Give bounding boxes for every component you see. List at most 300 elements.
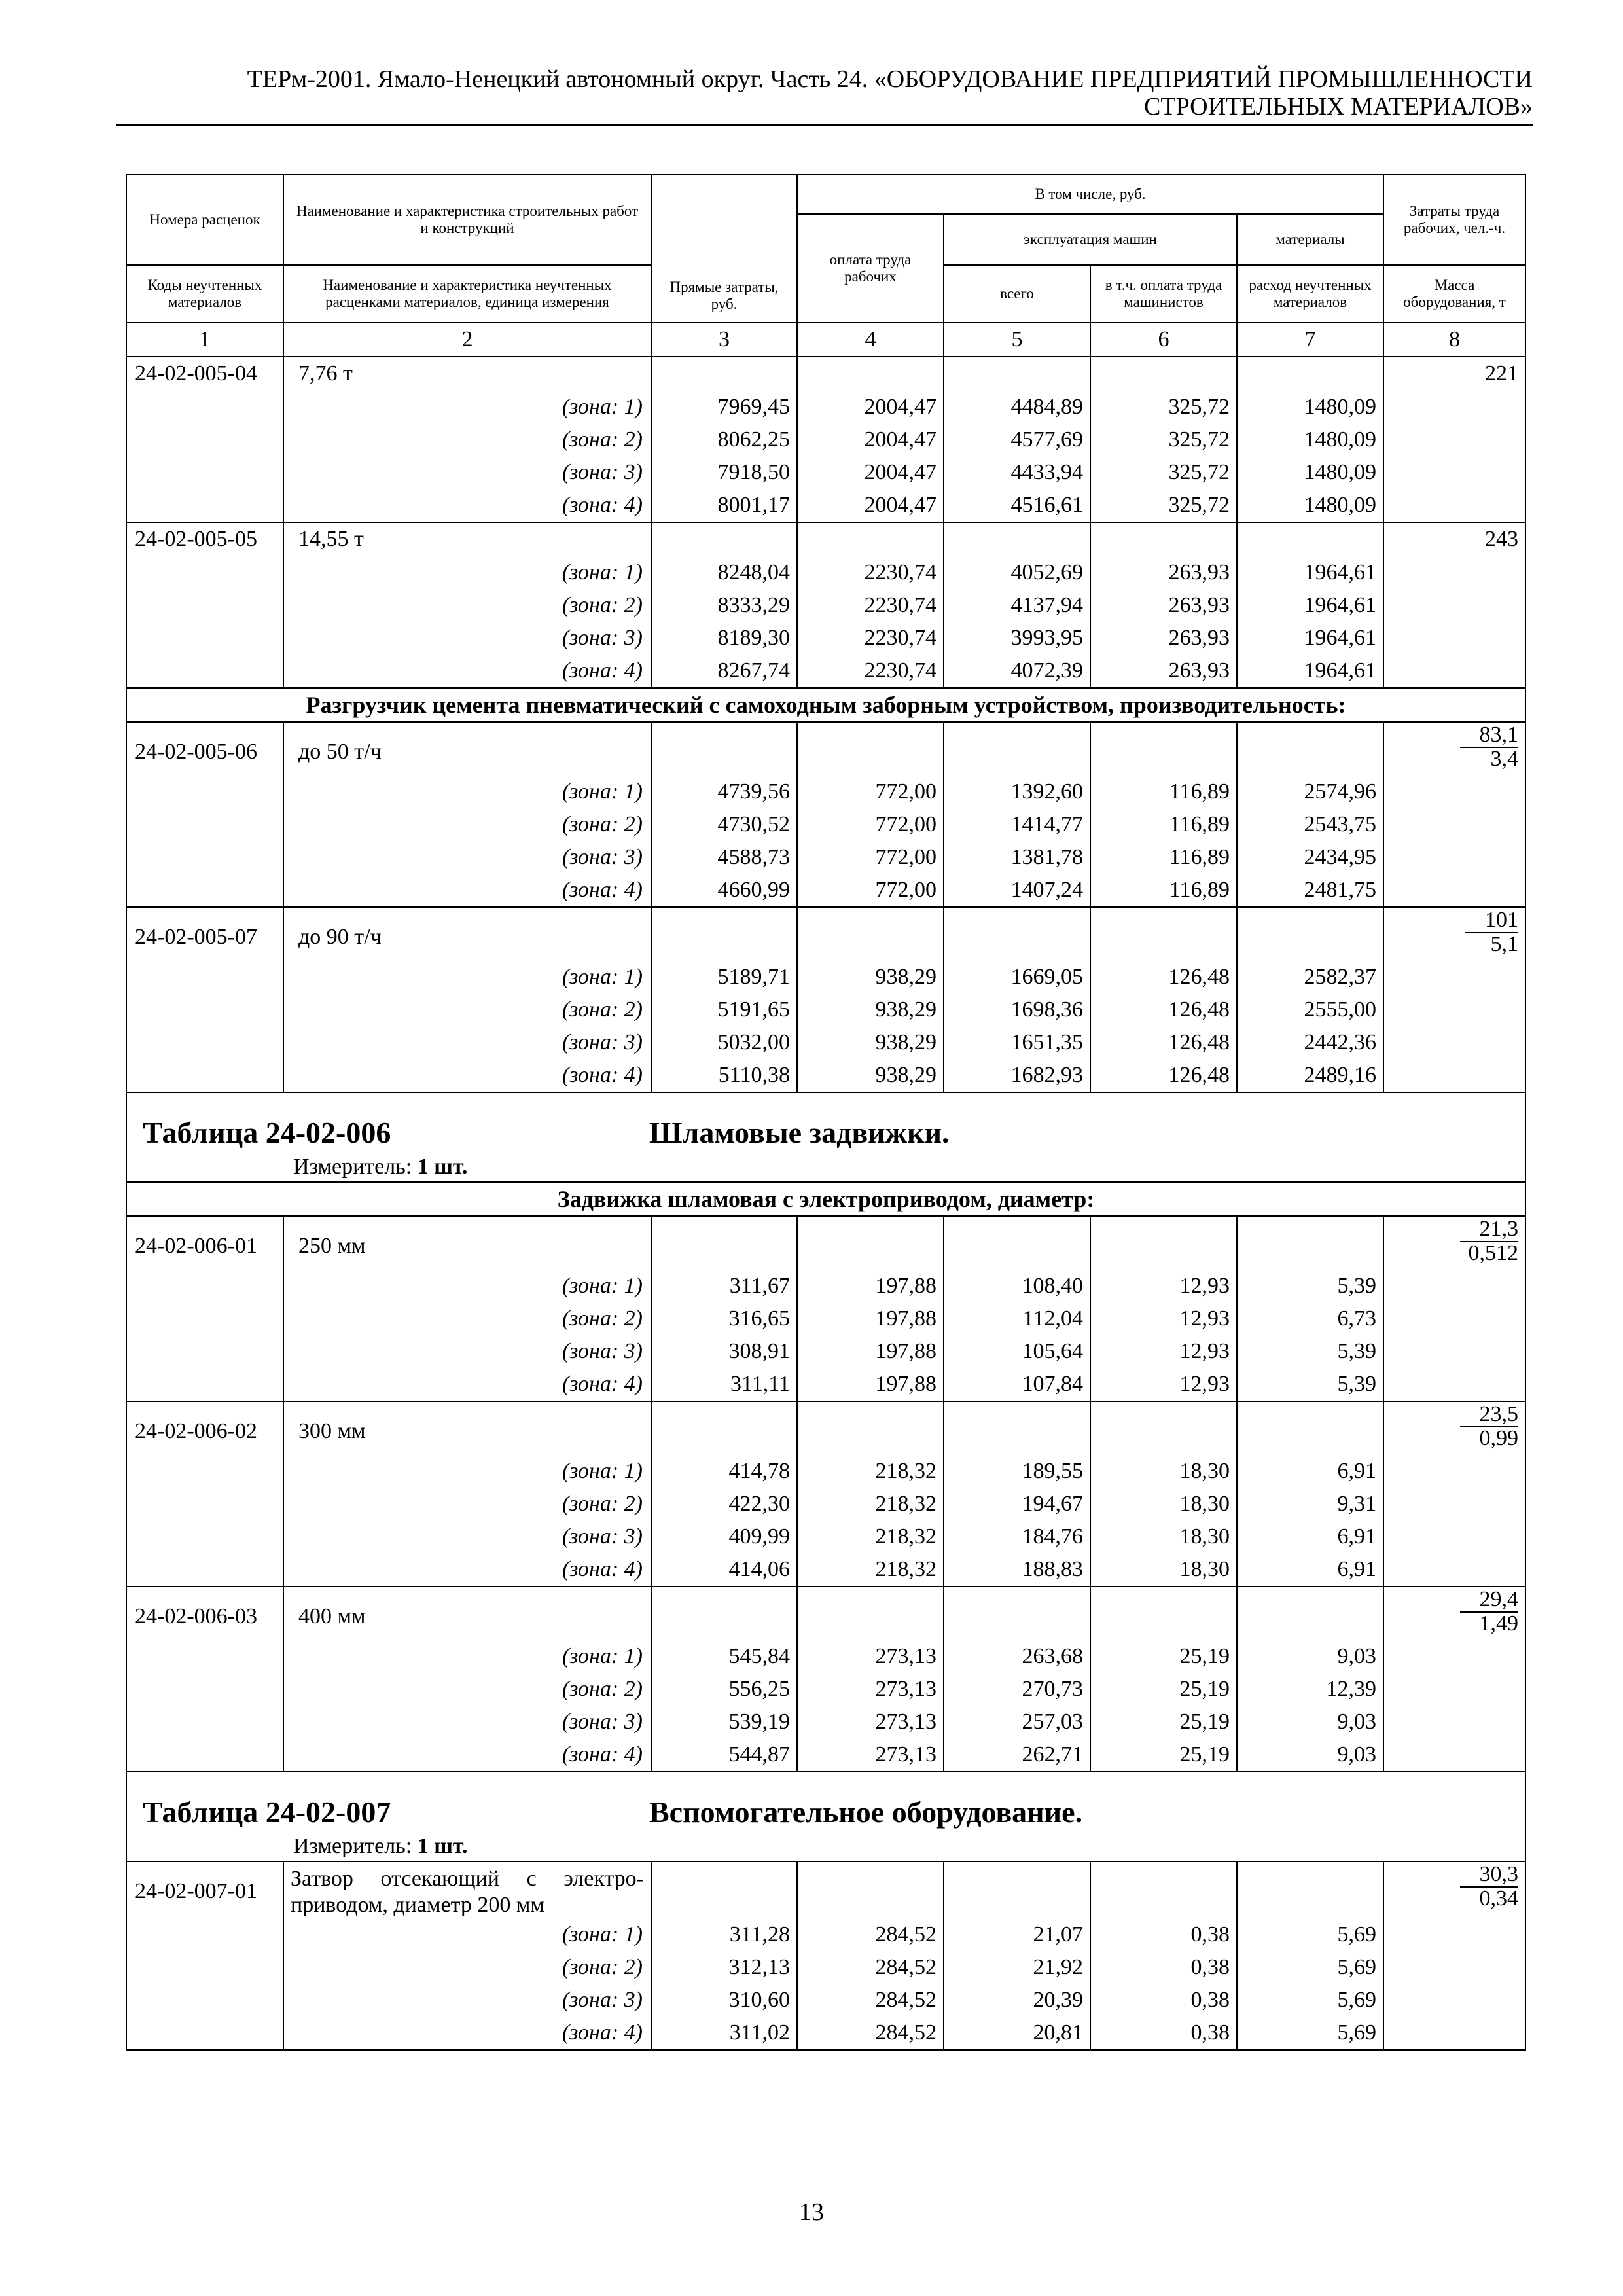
col8-top-header: Затраты труда рабочих, чел.-ч. <box>1383 175 1525 265</box>
zone-value: 2434,95 <box>1237 841 1383 874</box>
zone-value: 21,07 <box>944 1918 1090 1951</box>
col-number: 3 <box>651 323 797 357</box>
zone-value: 4052,69 <box>944 556 1090 589</box>
zone-row <box>126 1640 1525 1673</box>
empty-cell <box>1383 1335 1525 1368</box>
zone-value: 8001,17 <box>651 489 797 522</box>
empty-cell <box>126 1270 283 1302</box>
empty-cell <box>1237 907 1383 961</box>
zone-label: (зона: 1) <box>283 1918 651 1951</box>
zone-value: 2442,36 <box>1237 1026 1383 1059</box>
empty-cell <box>1383 1706 1525 1738</box>
zone-row <box>126 1553 1525 1587</box>
empty-cell <box>126 1059 283 1092</box>
zone-label: (зона: 2) <box>283 1673 651 1706</box>
empty-cell <box>126 556 283 589</box>
empty-cell <box>1237 1587 1383 1640</box>
rate-code: 24-02-006-02 <box>126 1401 283 1455</box>
rate-code: 24-02-007-01 <box>126 1861 283 1918</box>
zone-value: 1407,24 <box>944 874 1090 907</box>
empty-cell <box>126 1368 283 1401</box>
col8-bottom-header: Масса оборудования, т <box>1383 265 1525 323</box>
empty-cell <box>1383 1951 1525 1984</box>
zone-label: (зона: 1) <box>283 391 651 423</box>
col-number: 6 <box>1090 323 1237 357</box>
labor-mass-fraction <box>1460 1588 1519 1635</box>
zone-value: 108,40 <box>944 1270 1090 1302</box>
zone-value: 18,30 <box>1090 1520 1237 1553</box>
empty-cell <box>1090 522 1237 556</box>
zone-value: 772,00 <box>797 776 944 808</box>
empty-cell <box>126 1738 283 1772</box>
empty-cell <box>944 1216 1090 1270</box>
labor-value: 29,4 <box>1460 1588 1519 1613</box>
labor-cell: 243 <box>1383 522 1525 556</box>
zone-value: 772,00 <box>797 874 944 907</box>
empty-cell <box>1237 357 1383 391</box>
zone-value: 1651,35 <box>944 1026 1090 1059</box>
zone-row <box>126 1706 1525 1738</box>
zone-value: 311,02 <box>651 2017 797 2050</box>
rate-title-row <box>126 1587 1525 1640</box>
zone-row <box>126 2017 1525 2050</box>
empty-cell <box>1237 722 1383 776</box>
empty-cell <box>1383 1368 1525 1401</box>
empty-cell <box>797 1587 944 1640</box>
empty-cell <box>1383 841 1525 874</box>
empty-cell <box>126 655 283 688</box>
labor-cell: 221 <box>1383 357 1525 391</box>
zone-value: 263,93 <box>1090 655 1237 688</box>
empty-cell <box>126 456 283 489</box>
zone-label: (зона: 1) <box>283 556 651 589</box>
empty-cell <box>651 1401 797 1455</box>
empty-cell <box>126 622 283 655</box>
zone-value: 284,52 <box>797 1951 944 1984</box>
zone-row <box>126 489 1525 522</box>
zone-value: 126,48 <box>1090 994 1237 1026</box>
zone-value: 2004,47 <box>797 489 944 522</box>
empty-cell <box>1383 622 1525 655</box>
zone-row <box>126 1368 1525 1401</box>
empty-cell <box>1383 1520 1525 1553</box>
page-number: 13 <box>799 2198 824 2226</box>
col3-header: Прямые затраты, руб. <box>651 175 797 323</box>
zone-value: 25,19 <box>1090 1673 1237 1706</box>
rate-title-row <box>126 722 1525 776</box>
empty-cell <box>651 522 797 556</box>
zone-value: 938,29 <box>797 1059 944 1092</box>
col-number: 2 <box>283 323 651 357</box>
zone-row <box>126 1488 1525 1520</box>
zone-value: 311,28 <box>651 1918 797 1951</box>
empty-cell <box>126 2017 283 2050</box>
zone-value: 325,72 <box>1090 456 1237 489</box>
table-heading-row <box>126 1772 1525 1861</box>
col-number: 4 <box>797 323 944 357</box>
zone-value: 8333,29 <box>651 589 797 622</box>
col4-header: оплата труда рабочих <box>797 214 944 323</box>
zone-value: 9,03 <box>1237 1738 1383 1772</box>
empty-cell <box>126 589 283 622</box>
mass-value: 3,4 <box>1490 747 1519 771</box>
zone-value: 12,39 <box>1237 1673 1383 1706</box>
zone-value: 316,65 <box>651 1302 797 1335</box>
zone-value: 5110,38 <box>651 1059 797 1092</box>
empty-cell <box>797 522 944 556</box>
zone-label: (зона: 2) <box>283 1951 651 1984</box>
zone-label: (зона: 3) <box>283 1706 651 1738</box>
header-line-1: ТЕРм-2001. Ямало-Ненецкий автономный округ. Часть 24. «ОБОРУДОВАНИЕ ПРЕДПРИЯТИЙ ПРОМЫШЛЕННОСТИ <box>247 65 1533 93</box>
zone-row <box>126 1270 1525 1302</box>
zone-value: 2574,96 <box>1237 776 1383 808</box>
empty-cell <box>1383 776 1525 808</box>
zone-value: 188,83 <box>944 1553 1090 1587</box>
rate-name: Затвор отсекающий с электро-приводом, диаметр 200 мм <box>283 1861 651 1918</box>
rate-name: 300 мм <box>283 1401 651 1455</box>
zone-value: 539,19 <box>651 1706 797 1738</box>
rate-code: 24-02-005-04 <box>126 357 283 391</box>
zone-value: 284,52 <box>797 1984 944 2017</box>
rate-name: до 50 т/ч <box>283 722 651 776</box>
zone-value: 20,81 <box>944 2017 1090 2050</box>
zone-value: 2543,75 <box>1237 808 1383 841</box>
zone-value: 20,39 <box>944 1984 1090 2017</box>
rate-code: 24-02-005-06 <box>126 722 283 776</box>
table-measure <box>143 1832 1525 1861</box>
section-heading-row <box>126 1182 1525 1216</box>
measure-label: Измеритель: <box>293 1834 412 1858</box>
zone-value: 126,48 <box>1090 1026 1237 1059</box>
zone-row <box>126 1455 1525 1488</box>
zone-value: 8267,74 <box>651 655 797 688</box>
zone-value: 8189,30 <box>651 622 797 655</box>
empty-cell <box>1383 1673 1525 1706</box>
zone-row <box>126 423 1525 456</box>
zone-row <box>126 1059 1525 1092</box>
zone-row <box>126 994 1525 1026</box>
zone-value: 4072,39 <box>944 655 1090 688</box>
rate-code: 24-02-006-01 <box>126 1216 283 1270</box>
zone-value: 12,93 <box>1090 1302 1237 1335</box>
empty-cell <box>1383 808 1525 841</box>
table-title: Таблица 24-02-007 <box>143 1795 391 1829</box>
empty-cell <box>1383 655 1525 688</box>
measure-label: Измеритель: <box>293 1155 412 1179</box>
empty-cell <box>126 1520 283 1553</box>
empty-cell <box>1090 1216 1237 1270</box>
labor-value: 83,1 <box>1460 724 1519 748</box>
zone-label: (зона: 4) <box>283 874 651 907</box>
zone-value: 126,48 <box>1090 1059 1237 1092</box>
empty-cell <box>944 722 1090 776</box>
col-number: 7 <box>1237 323 1383 357</box>
zone-value: 5191,65 <box>651 994 797 1026</box>
rate-title-row <box>126 522 1525 556</box>
zone-value: 6,91 <box>1237 1553 1383 1587</box>
zone-value: 270,73 <box>944 1673 1090 1706</box>
zone-value: 1964,61 <box>1237 589 1383 622</box>
zone-value: 263,68 <box>944 1640 1090 1673</box>
zone-row <box>126 1918 1525 1951</box>
zone-label: (зона: 2) <box>283 994 651 1026</box>
col5-header: всего <box>944 265 1090 323</box>
rate-title-row <box>126 907 1525 961</box>
empty-cell <box>797 357 944 391</box>
empty-cell <box>126 1640 283 1673</box>
empty-cell <box>1383 1488 1525 1520</box>
measure-value: 1 шт. <box>417 1834 468 1858</box>
zone-value: 5189,71 <box>651 961 797 994</box>
zone-value: 4516,61 <box>944 489 1090 522</box>
rate-name: до 90 т/ч <box>283 907 651 961</box>
zone-value: 1480,09 <box>1237 423 1383 456</box>
zone-value: 263,93 <box>1090 622 1237 655</box>
zone-label: (зона: 1) <box>283 1640 651 1673</box>
empty-cell <box>1383 556 1525 589</box>
zone-value: 263,93 <box>1090 589 1237 622</box>
empty-cell <box>1383 961 1525 994</box>
running-header <box>116 65 1533 126</box>
mass-value: 0,99 <box>1479 1426 1519 1450</box>
zone-value: 21,92 <box>944 1951 1090 1984</box>
empty-cell <box>126 391 283 423</box>
rate-code: 24-02-005-05 <box>126 522 283 556</box>
zone-row <box>126 1335 1525 1368</box>
empty-cell <box>1383 1918 1525 1951</box>
section-heading-row <box>126 688 1525 722</box>
zone-value: 112,04 <box>944 1302 1090 1335</box>
col6-header: в т.ч. оплата труда машинистов <box>1090 265 1237 323</box>
zone-label: (зона: 4) <box>283 655 651 688</box>
empty-cell <box>1090 722 1237 776</box>
empty-cell <box>651 1587 797 1640</box>
zone-value: 2582,37 <box>1237 961 1383 994</box>
zone-value: 25,19 <box>1090 1706 1237 1738</box>
zone-value: 5,69 <box>1237 2017 1383 2050</box>
zone-value: 189,55 <box>944 1455 1090 1488</box>
zone-row <box>126 874 1525 907</box>
zone-value: 4730,52 <box>651 808 797 841</box>
empty-cell <box>126 841 283 874</box>
zone-value: 5,69 <box>1237 1951 1383 1984</box>
zone-label: (зона: 2) <box>283 423 651 456</box>
zone-row <box>126 1026 1525 1059</box>
zone-value: 409,99 <box>651 1520 797 1553</box>
empty-cell <box>944 1587 1090 1640</box>
empty-cell <box>1090 1587 1237 1640</box>
zone-row <box>126 1302 1525 1335</box>
empty-cell <box>126 423 283 456</box>
zone-label: (зона: 3) <box>283 622 651 655</box>
zone-label: (зона: 3) <box>283 1520 651 1553</box>
zone-value: 18,30 <box>1090 1488 1237 1520</box>
zone-label: (зона: 4) <box>283 1738 651 1772</box>
zone-value: 1392,60 <box>944 776 1090 808</box>
zone-value: 1682,93 <box>944 1059 1090 1092</box>
labor-value: 101 <box>1465 909 1518 933</box>
table-heading <box>126 1772 1525 1861</box>
zone-value: 4660,99 <box>651 874 797 907</box>
zone-value: 5,69 <box>1237 1984 1383 2017</box>
zone-value: 218,32 <box>797 1520 944 1553</box>
empty-cell <box>126 1984 283 2017</box>
zone-value: 197,88 <box>797 1270 944 1302</box>
zone-value: 194,67 <box>944 1488 1090 1520</box>
empty-cell <box>126 1553 283 1587</box>
zone-value: 1964,61 <box>1237 622 1383 655</box>
zone-value: 273,13 <box>797 1738 944 1772</box>
zone-row <box>126 556 1525 589</box>
incl-header: В том числе, руб. <box>797 175 1383 214</box>
table-name: Вспомогательное оборудование. <box>649 1795 1083 1829</box>
empty-cell <box>1383 1270 1525 1302</box>
zone-value: 544,87 <box>651 1738 797 1772</box>
col2-top-header: Наименование и характеристика строительных работ и конструкций <box>283 175 651 265</box>
zone-value: 414,78 <box>651 1455 797 1488</box>
empty-cell <box>1237 1861 1383 1918</box>
zone-value: 262,71 <box>944 1738 1090 1772</box>
zone-value: 1480,09 <box>1237 456 1383 489</box>
zone-value: 12,93 <box>1090 1270 1237 1302</box>
table-name: Шламовые задвижки. <box>649 1116 950 1149</box>
zone-value: 107,84 <box>944 1368 1090 1401</box>
empty-cell <box>126 874 283 907</box>
labor-value: 21,3 <box>1460 1218 1519 1242</box>
empty-cell <box>126 808 283 841</box>
zone-value: 1964,61 <box>1237 655 1383 688</box>
empty-cell <box>797 1401 944 1455</box>
empty-cell <box>1383 1455 1525 1488</box>
zone-row <box>126 589 1525 622</box>
zone-value: 4484,89 <box>944 391 1090 423</box>
empty-cell <box>797 722 944 776</box>
zone-value: 105,64 <box>944 1335 1090 1368</box>
zone-value: 1480,09 <box>1237 391 1383 423</box>
zone-label: (зона: 2) <box>283 1302 651 1335</box>
rate-title-row <box>126 1861 1525 1918</box>
empty-cell <box>1090 907 1237 961</box>
mass-value: 0,512 <box>1468 1241 1519 1265</box>
rate-code: 24-02-006-03 <box>126 1587 283 1640</box>
zone-value: 938,29 <box>797 994 944 1026</box>
zone-value: 5,39 <box>1237 1368 1383 1401</box>
rate-title-row <box>126 357 1525 391</box>
labor-mass-fraction <box>1460 1218 1519 1265</box>
zone-value: 1669,05 <box>944 961 1090 994</box>
zone-row <box>126 655 1525 688</box>
zone-value: 116,89 <box>1090 776 1237 808</box>
zone-row <box>126 776 1525 808</box>
rates-table <box>126 174 1526 2051</box>
zone-value: 325,72 <box>1090 423 1237 456</box>
empty-cell <box>1383 874 1525 907</box>
mass-value: 1,49 <box>1479 1611 1519 1636</box>
zone-row <box>126 1951 1525 1984</box>
labor-cell <box>1383 722 1525 776</box>
empty-cell <box>126 489 283 522</box>
empty-cell <box>651 1861 797 1918</box>
labor-mass-fraction <box>1460 1403 1519 1450</box>
empty-cell <box>126 776 283 808</box>
section-heading: Разгрузчик цемента пневматический с самоходным заборным устройством, производительность: <box>126 688 1525 722</box>
zone-value: 2489,16 <box>1237 1059 1383 1092</box>
zone-value: 310,60 <box>651 1984 797 2017</box>
labor-cell <box>1383 907 1525 961</box>
empty-cell <box>797 1861 944 1918</box>
empty-cell <box>651 722 797 776</box>
zone-value: 184,76 <box>944 1520 1090 1553</box>
zone-row <box>126 841 1525 874</box>
empty-cell <box>944 907 1090 961</box>
zone-value: 4577,69 <box>944 423 1090 456</box>
empty-cell <box>126 994 283 1026</box>
empty-cell <box>1383 423 1525 456</box>
zone-label: (зона: 4) <box>283 2017 651 2050</box>
labor-mass-fraction <box>1465 909 1518 956</box>
zone-value: 0,38 <box>1090 1951 1237 1984</box>
zone-value: 1698,36 <box>944 994 1090 1026</box>
zone-value: 284,52 <box>797 1918 944 1951</box>
zone-value: 5,39 <box>1237 1335 1383 1368</box>
zone-value: 5,69 <box>1237 1918 1383 1951</box>
zone-label: (зона: 3) <box>283 841 651 874</box>
zone-value: 2004,47 <box>797 423 944 456</box>
zone-value: 273,13 <box>797 1673 944 1706</box>
zone-value: 4588,73 <box>651 841 797 874</box>
table-heading-row <box>126 1092 1525 1182</box>
zone-row <box>126 961 1525 994</box>
col1-bottom-header: Коды неучтенных материалов <box>126 265 283 323</box>
rate-name: 7,76 т <box>283 357 651 391</box>
labor-cell <box>1383 1216 1525 1270</box>
zone-value: 2004,47 <box>797 391 944 423</box>
zone-value: 218,32 <box>797 1553 944 1587</box>
zone-value: 25,19 <box>1090 1738 1237 1772</box>
zone-label: (зона: 1) <box>283 961 651 994</box>
zone-value: 422,30 <box>651 1488 797 1520</box>
labor-cell <box>1383 1587 1525 1640</box>
empty-cell <box>1237 1216 1383 1270</box>
empty-cell <box>1383 1984 1525 2017</box>
zone-value: 9,31 <box>1237 1488 1383 1520</box>
zone-value: 5,39 <box>1237 1270 1383 1302</box>
zone-value: 308,91 <box>651 1335 797 1368</box>
empty-cell <box>1383 489 1525 522</box>
zone-value: 0,38 <box>1090 2017 1237 2050</box>
empty-cell <box>1383 994 1525 1026</box>
zone-value: 2230,74 <box>797 655 944 688</box>
zone-value: 556,25 <box>651 1673 797 1706</box>
empty-cell <box>126 1673 283 1706</box>
rate-title-row <box>126 1401 1525 1455</box>
mass-value: 0,34 <box>1479 1886 1519 1910</box>
empty-cell <box>126 1706 283 1738</box>
empty-cell <box>944 1401 1090 1455</box>
zone-value: 6,73 <box>1237 1302 1383 1335</box>
empty-cell <box>1383 1026 1525 1059</box>
zone-label: (зона: 1) <box>283 776 651 808</box>
zone-label: (зона: 4) <box>283 1553 651 1587</box>
zone-value: 2555,00 <box>1237 994 1383 1026</box>
zone-label: (зона: 3) <box>283 456 651 489</box>
empty-cell <box>651 907 797 961</box>
zone-value: 116,89 <box>1090 841 1237 874</box>
empty-cell <box>1383 1059 1525 1092</box>
col-number: 1 <box>126 323 283 357</box>
zone-value: 3993,95 <box>944 622 1090 655</box>
zone-value: 218,32 <box>797 1455 944 1488</box>
